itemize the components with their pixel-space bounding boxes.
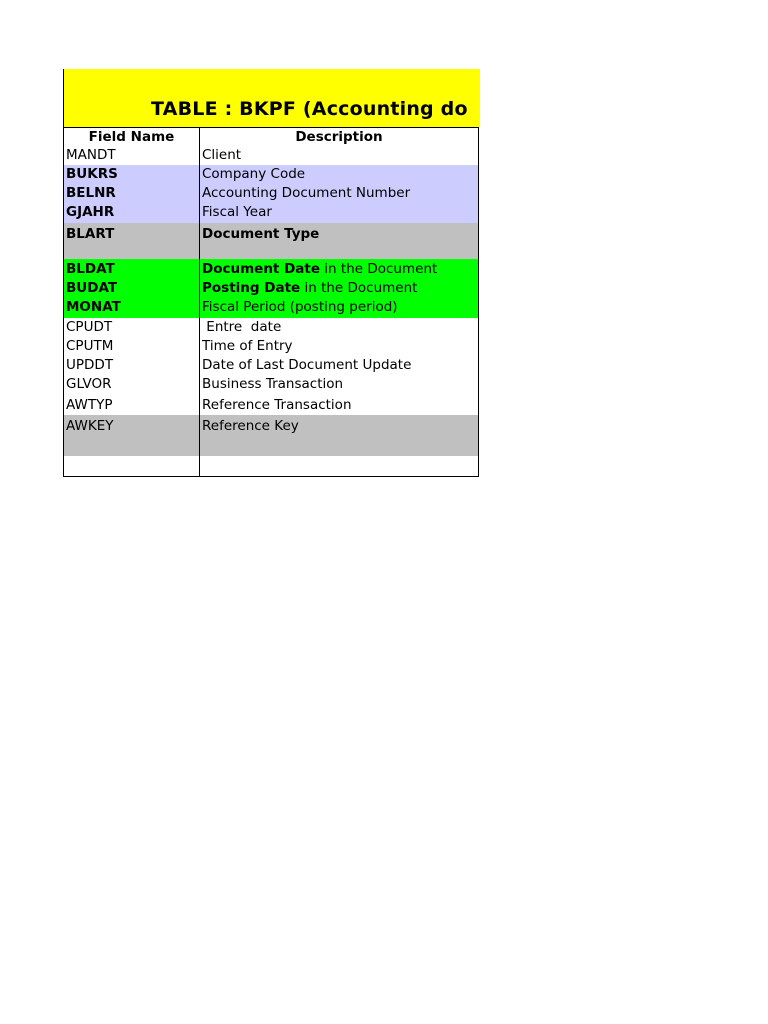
desc-belnr: Accounting Document Number: [202, 185, 411, 201]
desc-budat: Posting Date in the Document: [202, 280, 418, 296]
desc-gjahr: Fiscal Year: [202, 204, 272, 220]
field-gjahr: GJAHR: [66, 204, 115, 220]
row-group-keys: [63, 165, 479, 224]
table-title: TABLE : BKPF (Accounting do: [151, 98, 468, 120]
field-monat: MONAT: [66, 299, 121, 315]
desc-awkey: Reference Key: [202, 418, 299, 434]
desc-cpudt: Entre date: [202, 319, 282, 335]
desc-upddt: Date of Last Document Update: [202, 357, 412, 373]
field-cpudt: CPUDT: [66, 319, 113, 335]
row-group-dates: [63, 259, 479, 319]
field-upddt: UPDDT: [66, 357, 114, 373]
row-blart: [63, 223, 479, 260]
desc-bukrs: Company Code: [202, 166, 306, 182]
header-description: Description: [199, 127, 479, 147]
field-bldat: BLDAT: [66, 261, 115, 277]
field-blart: BLART: [66, 226, 115, 242]
field-belnr: BELNR: [66, 185, 116, 201]
row-mandt: [63, 146, 479, 166]
desc-cputm: Time of Entry: [202, 338, 293, 354]
desc-mandt: Client: [202, 147, 242, 163]
desc-glvor: Business Transaction: [202, 376, 344, 392]
row-awkey: [63, 415, 479, 457]
desc-monat: Fiscal Period (posting period): [202, 299, 398, 315]
field-glvor: GLVOR: [66, 376, 112, 392]
row-awtyp: [63, 396, 479, 416]
field-bukrs: BUKRS: [66, 166, 118, 182]
desc-bldat: Document Date in the Document: [202, 261, 438, 277]
desc-blart: Document Type: [202, 226, 320, 242]
field-mandt: MANDT: [66, 147, 116, 163]
header-field-name: Field Name: [63, 127, 200, 147]
row-empty: [63, 456, 479, 477]
title-band: [63, 69, 480, 127]
field-awtyp: AWTYP: [66, 397, 113, 413]
field-cputm: CPUTM: [66, 338, 114, 354]
row-group-entry: [63, 318, 479, 397]
field-awkey: AWKEY: [66, 418, 114, 434]
field-budat: BUDAT: [66, 280, 118, 296]
desc-awtyp: Reference Transaction: [202, 397, 352, 413]
